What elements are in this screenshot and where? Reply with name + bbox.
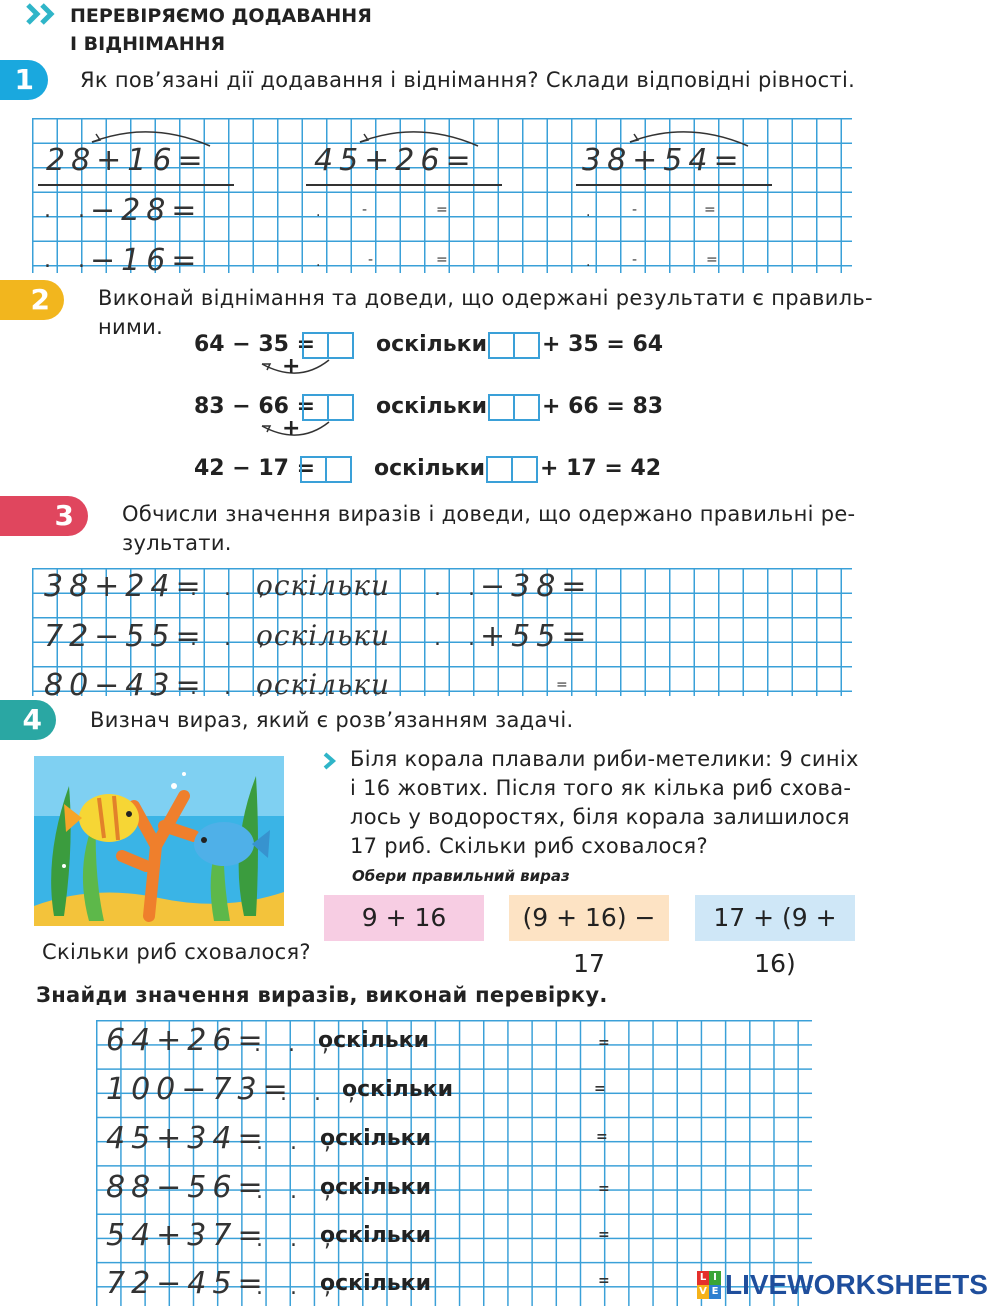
header-chevron-icon [26,3,62,29]
task-5-expression: 45+34= [106,1121,269,1156]
logo-letter: I [709,1271,721,1285]
because-label: оскільки [320,1271,431,1296]
option-1[interactable]: 9 + 16 [324,895,484,941]
answer-dot: . [586,204,591,220]
task-1-text: Як пов’язані дії додавання і віднімання? Склади відповідні рівності. [80,68,856,92]
task-2-equation-right: + 35 = 64 [542,332,664,357]
task-number-1: 1 [0,60,48,100]
answer-dots: . . , [256,1130,341,1155]
answer-dots: . . , [254,1032,339,1057]
equals-sign: = [704,202,716,218]
task-2-equation-right: + 17 = 42 [540,456,662,481]
task-5-expression: 100−73= [106,1072,294,1107]
task-2-text: Виконай віднімання та доведи, що одержані результати є правиль- ними. [98,286,873,339]
equals-sign: = [596,1129,608,1145]
answer-box[interactable] [486,456,538,483]
answer-dots: . . , [256,1179,341,1204]
liveworksheets-watermark: LIVEWORKSHEETS [725,1269,988,1300]
task-5-expression: 88−56= [106,1170,269,1205]
task-2-equation-left: 64 − 35 = [194,332,316,357]
task-3-check: −38= [480,569,593,604]
because-label: оскільки [320,1223,431,1248]
because-label: оскільки [320,1126,431,1151]
task-1-expression: 38+54= [582,143,745,178]
answer-box[interactable] [302,394,354,421]
task-1-equation: −16= [90,243,203,278]
task-1-equation: −28= [90,193,203,228]
plus-sign: + [282,354,301,379]
answer-box[interactable] [300,456,352,483]
equals-sign: = [598,1227,610,1243]
answer-dots: . . , [190,626,275,651]
because-label: оскільки [374,456,485,481]
answer-dot: . [316,204,321,220]
answer-dots: . . , [256,1275,341,1300]
because-label: оскільки [342,1077,453,1102]
task-number-4: 4 [0,700,56,740]
because-label: оскільки [256,569,391,602]
task-5-expression: 72−45= [106,1266,269,1301]
minus-sign: - [632,252,638,268]
plus-sign: + [282,416,301,441]
logo-letter: V [697,1285,709,1299]
answer-dots: . . , [280,1081,365,1106]
equals-sign: = [598,1181,610,1197]
answer-box[interactable] [302,332,354,359]
task-4-problem: Біля корала плавали риби-метелики: 9 синіх і 16 жовтих. Після того як кілька риб схова- лось у водоростях, біля корала залишилося 17 риб. Скільки риб сховалося? [350,747,859,858]
answer-box[interactable] [488,332,540,359]
because-label: оскільки [318,1028,429,1053]
task-2-equation-right: + 66 = 83 [542,394,664,419]
liveworksheets-logo [697,1271,721,1299]
bullet-chevron-icon [322,752,338,770]
because-label: оскільки [376,394,487,419]
lesson-title: ПЕРЕВІРЯЄМО ДОДАВАННЯ І ВІДНІМАННЯ [70,5,372,55]
task-5-expression: 64+26= [106,1023,269,1058]
task-2-equation-left: 42 − 17 = [194,456,316,481]
task-5-grid [96,1020,812,1306]
task-4-text: Визнач вираз, який є розв’язанням задачі. [90,708,574,732]
minus-sign: - [368,252,374,268]
task-3-expression: 72−55= [44,619,207,654]
task-5-text: Знайди значення виразів, виконай перевірку. [36,983,608,1007]
task-3-check: +55= [480,619,593,654]
task-1-expression: 28+16= [46,143,209,178]
equals-sign: = [598,1035,610,1051]
fish-coral-illustration [34,756,284,926]
equals-sign: = [436,252,448,268]
task-number-3: 3 [0,496,88,536]
because-label: оскільки [256,668,391,701]
equals-sign: = [706,252,718,268]
answer-dots: . . , [190,675,275,700]
answer-dots: . . , [256,1227,341,1252]
because-label: оскільки [256,619,391,652]
because-label: оскільки [320,1175,431,1200]
option-2[interactable]: (9 + 16) − 17 [509,895,669,941]
equals-sign: = [556,677,568,693]
equals-sign: = [598,1273,610,1289]
logo-letter: E [709,1285,721,1299]
answer-dots: . . [44,198,95,223]
because-label: оскільки [376,332,487,357]
task-3-expression: 80−43= [44,668,207,703]
answer-dot: . [316,254,321,270]
task-3-text: Обчисли значення виразів і доведи, що одержано правильні ре- зультати. [122,502,856,555]
divider [306,184,502,186]
equals-sign: = [594,1081,606,1097]
equals-sign: = [436,202,448,218]
answer-dot: . [586,254,591,270]
option-3[interactable]: 17 + (9 + 16) [695,895,855,941]
task-2-equation-left: 83 − 66 = [194,394,316,419]
choose-prompt: Обери правильний вираз [352,867,570,885]
answer-dots: . . [44,248,95,273]
task-1-expression: 45+26= [314,143,477,178]
divider [576,184,772,186]
minus-sign: - [632,202,638,218]
answer-dots: . . [434,626,485,651]
answer-dots: . . , [190,576,275,601]
answer-dots: . . [434,576,485,601]
divider [38,184,234,186]
task-3-expression: 38+24= [44,569,207,604]
logo-letter: L [697,1271,709,1285]
task-4-question: Скільки риб сховалося? [42,940,311,964]
task-number-2: 2 [0,280,64,320]
minus-sign: - [362,202,368,218]
answer-box[interactable] [488,394,540,421]
task-5-expression: 54+37= [106,1218,269,1253]
